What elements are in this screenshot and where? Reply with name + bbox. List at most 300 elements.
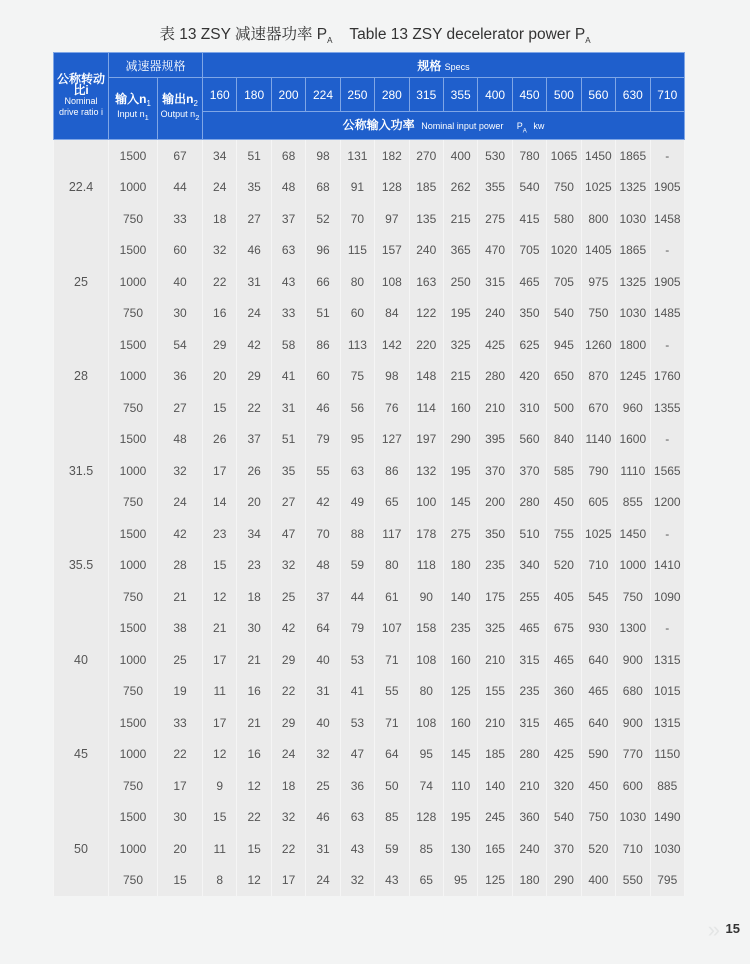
power-cell: 49 xyxy=(340,487,374,519)
power-cell: 23 xyxy=(237,550,271,582)
output-speed-cell: 38 xyxy=(158,613,203,645)
power-cell: 425 xyxy=(547,739,581,771)
power-cell: 59 xyxy=(340,550,374,582)
input-speed-cell: 1000 xyxy=(109,644,158,676)
power-cell: 1450 xyxy=(581,140,615,172)
power-cell: 180 xyxy=(512,865,546,897)
power-cell: 98 xyxy=(375,361,409,393)
power-cell: 128 xyxy=(375,172,409,204)
power-cell: 355 xyxy=(478,172,512,204)
power-cell: 210 xyxy=(478,644,512,676)
power-cell: 64 xyxy=(375,739,409,771)
input-header-cn: 输入n xyxy=(115,92,147,107)
power-cell: 14 xyxy=(203,487,237,519)
power-cell: 157 xyxy=(375,235,409,267)
size-header: 160 xyxy=(203,78,237,112)
power-cell: - xyxy=(650,424,685,456)
size-header: 560 xyxy=(581,78,615,112)
power-cell: - xyxy=(650,235,685,267)
power-header-cn: 公称输入功率 xyxy=(342,118,415,133)
input-speed-cell: 1000 xyxy=(109,739,158,771)
power-cell: 1565 xyxy=(650,455,685,487)
input-speed-cell: 750 xyxy=(109,770,158,802)
specs-header-en: Specs xyxy=(444,61,470,72)
power-cell: 70 xyxy=(306,518,340,550)
power-cell: 185 xyxy=(409,172,443,204)
ratio-cell: 22.4 xyxy=(54,140,109,235)
power-cell: 235 xyxy=(478,550,512,582)
power-cell: 56 xyxy=(340,392,374,424)
power-cell: 250 xyxy=(443,266,477,298)
power-cell: 710 xyxy=(616,833,650,865)
power-cell: 46 xyxy=(306,392,340,424)
power-cell: 1025 xyxy=(581,518,615,550)
power-cell: 12 xyxy=(237,865,271,897)
power-cell: 770 xyxy=(616,739,650,771)
power-cell: 197 xyxy=(409,424,443,456)
power-cell: 1315 xyxy=(650,644,685,676)
power-cell: 500 xyxy=(547,392,581,424)
power-cell: 800 xyxy=(581,203,615,235)
output-header xyxy=(158,78,203,140)
power-cell: 185 xyxy=(478,739,512,771)
power-unit-sub: A xyxy=(522,128,527,135)
input-speed-cell: 750 xyxy=(109,581,158,613)
table-row xyxy=(54,865,685,897)
power-cell: 780 xyxy=(512,140,546,172)
power-cell: - xyxy=(650,140,685,172)
power-cell: 40 xyxy=(306,644,340,676)
power-cell: 27 xyxy=(237,203,271,235)
output-speed-cell: 42 xyxy=(158,518,203,550)
power-cell: 195 xyxy=(443,802,477,834)
power-cell: 12 xyxy=(203,581,237,613)
power-cell: 84 xyxy=(375,298,409,330)
power-cell: 1245 xyxy=(616,361,650,393)
power-cell: 27 xyxy=(271,487,305,519)
power-cell: 21 xyxy=(237,707,271,739)
power-cell: 900 xyxy=(616,644,650,676)
table-row xyxy=(54,739,685,771)
table-row xyxy=(54,392,685,424)
power-cell: 340 xyxy=(512,550,546,582)
power-cell: 465 xyxy=(547,707,581,739)
power-cell: 131 xyxy=(340,140,374,172)
input-speed-cell: 1500 xyxy=(109,613,158,645)
power-cell: 31 xyxy=(237,266,271,298)
input-speed-cell: 750 xyxy=(109,203,158,235)
power-cell: 15 xyxy=(203,550,237,582)
power-cell: 22 xyxy=(271,833,305,865)
input-speed-cell: 1500 xyxy=(109,235,158,267)
power-cell: 520 xyxy=(547,550,581,582)
power-cell: 59 xyxy=(375,833,409,865)
power-cell: 180 xyxy=(443,550,477,582)
table-row xyxy=(54,833,685,865)
power-cell: 71 xyxy=(375,707,409,739)
power-cell: 43 xyxy=(271,266,305,298)
power-table xyxy=(53,52,685,896)
page-number: 15 xyxy=(725,921,740,936)
output-speed-cell: 32 xyxy=(158,455,203,487)
power-cell: 680 xyxy=(616,676,650,708)
power-cell: 280 xyxy=(512,487,546,519)
power-cell: 705 xyxy=(512,235,546,267)
size-header: 180 xyxy=(237,78,271,112)
power-cell: 24 xyxy=(237,298,271,330)
power-cell: 1458 xyxy=(650,203,685,235)
power-cell: 9 xyxy=(203,770,237,802)
power-cell: 22 xyxy=(237,392,271,424)
input-header-en-sub: 1 xyxy=(144,112,149,122)
power-cell: 670 xyxy=(581,392,615,424)
power-cell: 8 xyxy=(203,865,237,897)
power-cell: 55 xyxy=(375,676,409,708)
power-cell: 114 xyxy=(409,392,443,424)
power-cell: 262 xyxy=(443,172,477,204)
input-speed-cell: 1000 xyxy=(109,550,158,582)
power-cell: 96 xyxy=(306,235,340,267)
power-cell: 195 xyxy=(443,455,477,487)
output-header-en: Output n xyxy=(160,109,196,120)
power-cell: 600 xyxy=(616,770,650,802)
output-speed-cell: 19 xyxy=(158,676,203,708)
power-cell: 48 xyxy=(271,172,305,204)
power-cell: 24 xyxy=(271,739,305,771)
power-cell: 47 xyxy=(271,518,305,550)
power-cell: 31 xyxy=(306,833,340,865)
power-cell: 1000 xyxy=(616,550,650,582)
input-speed-cell: 750 xyxy=(109,392,158,424)
table-row xyxy=(54,676,685,708)
power-cell: 1410 xyxy=(650,550,685,582)
power-cell: 1090 xyxy=(650,581,685,613)
table-row xyxy=(54,329,685,361)
power-cell: 1600 xyxy=(616,424,650,456)
size-header: 280 xyxy=(375,78,409,112)
power-cell: 465 xyxy=(512,613,546,645)
power-cell: 100 xyxy=(409,487,443,519)
output-speed-cell: 60 xyxy=(158,235,203,267)
power-cell: 360 xyxy=(547,676,581,708)
power-cell: 145 xyxy=(443,487,477,519)
power-cell: 65 xyxy=(409,865,443,897)
power-cell: 1355 xyxy=(650,392,685,424)
input-speed-cell: 750 xyxy=(109,298,158,330)
power-cell: 855 xyxy=(616,487,650,519)
power-cell: 210 xyxy=(512,770,546,802)
power-cell: 885 xyxy=(650,770,685,802)
power-cell: 1325 xyxy=(616,172,650,204)
power-cell: 945 xyxy=(547,329,581,361)
power-cell: 315 xyxy=(478,266,512,298)
power-cell: 210 xyxy=(478,707,512,739)
power-cell: 425 xyxy=(478,329,512,361)
power-cell: 11 xyxy=(203,676,237,708)
power-cell: 51 xyxy=(237,140,271,172)
input-speed-cell: 1500 xyxy=(109,424,158,456)
input-speed-cell: 1000 xyxy=(109,455,158,487)
output-speed-cell: 30 xyxy=(158,298,203,330)
input-speed-cell: 750 xyxy=(109,676,158,708)
power-cell: 55 xyxy=(306,455,340,487)
power-cell: 245 xyxy=(478,802,512,834)
power-cell: 370 xyxy=(512,455,546,487)
power-cell: 31 xyxy=(306,676,340,708)
power-cell: 37 xyxy=(237,424,271,456)
input-speed-cell: 1500 xyxy=(109,140,158,172)
power-cell: 79 xyxy=(340,613,374,645)
power-cell: 560 xyxy=(512,424,546,456)
power-cell: 235 xyxy=(443,613,477,645)
power-cell: 34 xyxy=(203,140,237,172)
table-row xyxy=(54,487,685,519)
size-header: 400 xyxy=(478,78,512,112)
power-cell: 158 xyxy=(409,613,443,645)
ratio-cell: 40 xyxy=(54,613,109,708)
power-cell: 215 xyxy=(443,203,477,235)
power-cell: 110 xyxy=(443,770,477,802)
output-speed-cell: 21 xyxy=(158,581,203,613)
power-cell: 11 xyxy=(203,833,237,865)
output-speed-cell: 67 xyxy=(158,140,203,172)
power-cell: 17 xyxy=(203,707,237,739)
table-row xyxy=(54,172,685,204)
power-cell: 640 xyxy=(581,644,615,676)
power-cell: 625 xyxy=(512,329,546,361)
power-cell: 66 xyxy=(306,266,340,298)
power-cell: 80 xyxy=(409,676,443,708)
power-cell: 127 xyxy=(375,424,409,456)
power-cell: 145 xyxy=(443,739,477,771)
output-speed-cell: 48 xyxy=(158,424,203,456)
reducer-spec-header: 减速器规格 xyxy=(109,53,203,78)
power-cell: 540 xyxy=(512,172,546,204)
power-cell: 450 xyxy=(581,770,615,802)
power-cell: 1015 xyxy=(650,676,685,708)
power-cell: 1405 xyxy=(581,235,615,267)
power-cell: 350 xyxy=(478,518,512,550)
power-cell: 16 xyxy=(203,298,237,330)
power-cell: 640 xyxy=(581,707,615,739)
power-cell: 132 xyxy=(409,455,443,487)
power-cell: 1485 xyxy=(650,298,685,330)
power-cell: 46 xyxy=(237,235,271,267)
power-cell: 650 xyxy=(547,361,581,393)
power-cell: 115 xyxy=(340,235,374,267)
power-cell: 580 xyxy=(547,203,581,235)
power-cell: 520 xyxy=(581,833,615,865)
power-cell: 755 xyxy=(547,518,581,550)
power-cell: 24 xyxy=(203,172,237,204)
power-cell: 750 xyxy=(547,172,581,204)
power-cell: 20 xyxy=(237,487,271,519)
power-cell: 48 xyxy=(306,550,340,582)
power-cell: 140 xyxy=(478,770,512,802)
power-cell: 350 xyxy=(512,298,546,330)
size-header: 355 xyxy=(443,78,477,112)
power-cell: 1260 xyxy=(581,329,615,361)
power-cell: 1325 xyxy=(616,266,650,298)
power-cell: 415 xyxy=(512,203,546,235)
ratio-header-cn: 公称转动比i xyxy=(56,72,105,97)
power-cell: 42 xyxy=(271,613,305,645)
power-cell: 125 xyxy=(443,676,477,708)
size-header: 630 xyxy=(616,78,650,112)
title-en-sub: A xyxy=(585,36,591,46)
size-header: 224 xyxy=(306,78,340,112)
power-cell: 1020 xyxy=(547,235,581,267)
power-cell: 465 xyxy=(581,676,615,708)
power-cell: 68 xyxy=(271,140,305,172)
power-cell: 1110 xyxy=(616,455,650,487)
power-cell: 29 xyxy=(203,329,237,361)
power-cell: 18 xyxy=(271,770,305,802)
power-cell: 51 xyxy=(271,424,305,456)
power-cell: 32 xyxy=(306,739,340,771)
power-cell: 395 xyxy=(478,424,512,456)
power-cell: 310 xyxy=(512,392,546,424)
power-cell: 18 xyxy=(203,203,237,235)
power-cell: 200 xyxy=(478,487,512,519)
power-cell: 1030 xyxy=(616,203,650,235)
input-speed-cell: 1000 xyxy=(109,172,158,204)
power-cell: 108 xyxy=(409,644,443,676)
power-cell: 360 xyxy=(512,802,546,834)
ratio-cell: 35.5 xyxy=(54,518,109,613)
power-cell: 160 xyxy=(443,392,477,424)
chevron-decoration-icon: » xyxy=(707,917,720,942)
power-cell: 90 xyxy=(409,581,443,613)
input-speed-cell: 1000 xyxy=(109,266,158,298)
size-header: 315 xyxy=(409,78,443,112)
input-speed-cell: 1500 xyxy=(109,802,158,834)
output-speed-cell: 33 xyxy=(158,707,203,739)
power-cell: 1905 xyxy=(650,266,685,298)
output-speed-cell: 36 xyxy=(158,361,203,393)
power-cell: 58 xyxy=(271,329,305,361)
power-cell: 43 xyxy=(375,865,409,897)
power-cell: 50 xyxy=(375,770,409,802)
power-cell: 85 xyxy=(409,833,443,865)
power-cell: 42 xyxy=(306,487,340,519)
power-cell: 37 xyxy=(271,203,305,235)
power-cell: 42 xyxy=(237,329,271,361)
power-cell: 80 xyxy=(340,266,374,298)
power-cell: - xyxy=(650,329,685,361)
power-cell: 465 xyxy=(512,266,546,298)
power-cell: 960 xyxy=(616,392,650,424)
ratio-cell: 31.5 xyxy=(54,424,109,519)
power-cell: 47 xyxy=(340,739,374,771)
power-cell: 400 xyxy=(443,140,477,172)
power-cell: 15 xyxy=(237,833,271,865)
power-cell: 1065 xyxy=(547,140,581,172)
power-cell: 178 xyxy=(409,518,443,550)
table-row xyxy=(54,644,685,676)
power-cell: 1490 xyxy=(650,802,685,834)
power-cell: 540 xyxy=(547,298,581,330)
power-cell: 1865 xyxy=(616,235,650,267)
power-cell: 160 xyxy=(443,707,477,739)
power-cell: 12 xyxy=(203,739,237,771)
power-cell: 540 xyxy=(547,802,581,834)
power-cell: 750 xyxy=(581,802,615,834)
power-cell: 16 xyxy=(237,739,271,771)
power-cell: 130 xyxy=(443,833,477,865)
power-cell: 60 xyxy=(306,361,340,393)
power-cell: 37 xyxy=(306,581,340,613)
power-cell: 24 xyxy=(306,865,340,897)
power-cell: 790 xyxy=(581,455,615,487)
power-cell: 148 xyxy=(409,361,443,393)
power-cell: 930 xyxy=(581,613,615,645)
power-cell: 1760 xyxy=(650,361,685,393)
power-cell: - xyxy=(650,613,685,645)
power-cell: 29 xyxy=(271,707,305,739)
power-cell: 1200 xyxy=(650,487,685,519)
power-cell: 12 xyxy=(237,770,271,802)
output-speed-cell: 30 xyxy=(158,802,203,834)
power-cell: 465 xyxy=(547,644,581,676)
power-cell: 51 xyxy=(306,298,340,330)
power-cell: 470 xyxy=(478,235,512,267)
title-cn-sub: A xyxy=(327,36,333,46)
power-cell: 70 xyxy=(340,203,374,235)
output-speed-cell: 27 xyxy=(158,392,203,424)
power-cell: 80 xyxy=(375,550,409,582)
power-cell: 33 xyxy=(271,298,305,330)
power-cell: 65 xyxy=(375,487,409,519)
power-cell: 320 xyxy=(547,770,581,802)
power-cell: 1030 xyxy=(650,833,685,865)
power-cell: 61 xyxy=(375,581,409,613)
power-cell: 32 xyxy=(271,802,305,834)
power-cell: 22 xyxy=(271,676,305,708)
power-cell: 21 xyxy=(203,613,237,645)
power-cell: 22 xyxy=(203,266,237,298)
power-header-en: Nominal input power xyxy=(421,121,504,132)
power-cell: 16 xyxy=(237,676,271,708)
power-cell: 86 xyxy=(375,455,409,487)
power-unit-kw: kw xyxy=(533,121,545,132)
power-cell: 510 xyxy=(512,518,546,550)
power-cell: 1300 xyxy=(616,613,650,645)
output-speed-cell: 24 xyxy=(158,487,203,519)
power-cell: 240 xyxy=(512,833,546,865)
power-cell: 25 xyxy=(306,770,340,802)
output-speed-cell: 40 xyxy=(158,266,203,298)
output-speed-cell: 44 xyxy=(158,172,203,204)
table-row xyxy=(54,581,685,613)
size-header: 200 xyxy=(271,78,305,112)
power-cell: 370 xyxy=(478,455,512,487)
input-speed-cell: 1500 xyxy=(109,329,158,361)
power-cell: 88 xyxy=(340,518,374,550)
output-speed-cell: 33 xyxy=(158,203,203,235)
input-speed-cell: 1500 xyxy=(109,518,158,550)
title-en: Table 13 ZSY decelerator power P xyxy=(349,26,586,43)
specs-header-cn: 规格 xyxy=(417,58,442,73)
power-cell: 255 xyxy=(512,581,546,613)
table-row xyxy=(54,518,685,550)
power-cell: 95 xyxy=(409,739,443,771)
power-cell: 36 xyxy=(340,770,374,802)
power-cell: 590 xyxy=(581,739,615,771)
power-cell: 290 xyxy=(443,424,477,456)
size-header: 710 xyxy=(650,78,685,112)
output-speed-cell: 17 xyxy=(158,770,203,802)
